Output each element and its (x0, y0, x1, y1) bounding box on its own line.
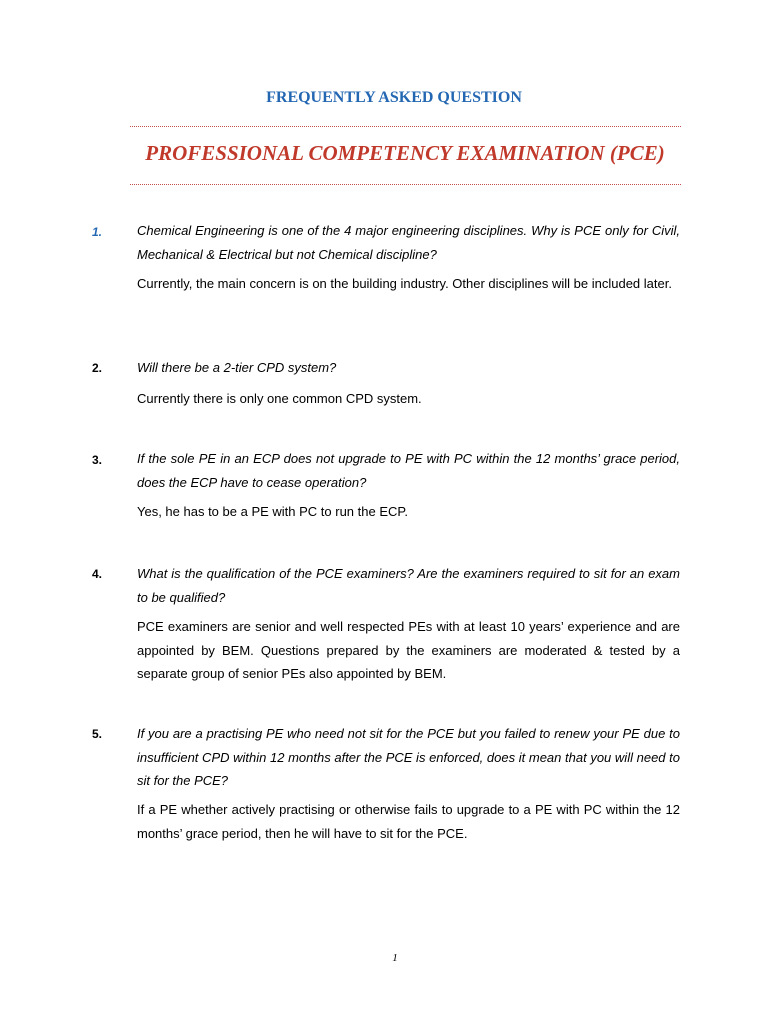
faq-number: 3. (92, 453, 103, 467)
faq-answer: Currently there is only one common CPD system. (137, 391, 422, 406)
faq-number: 4. (92, 567, 103, 581)
faq-question: If the sole PE in an ECP does not upgrade to PE with PC within the 12 months’ grace period, does the ECP have to cease operation? (137, 451, 680, 490)
faq-answer: PCE examiners are senior and well respected PEs with at least 10 years’ experience and are appointed by BEM. Questions prepared by the examiners are moderated & tested by a separate group of senior PEs also appointed by BEM. (137, 619, 680, 681)
faq-answer: Yes, he has to be a PE with PC to run the ECP. (137, 504, 409, 519)
document-subtitle: PROFESSIONAL COMPETENCY EXAMINATION (PCE) (145, 141, 665, 165)
faq-number: 5. (92, 727, 103, 741)
faq-answer: Currently, the main concern is on the building industry. Other disciplines will be included later. (137, 276, 672, 291)
document-title: FREQUENTLY ASKED QUESTION (266, 89, 522, 106)
faq-number: 1. (92, 225, 103, 239)
faq-number: 2. (92, 361, 103, 375)
title-divider-bottom (130, 184, 681, 185)
faq-question: Will there be a 2-tier CPD system? (137, 360, 337, 375)
faq-question: If you are a practising PE who need not sit for the PCE but you failed to renew your PE due to insufficient CPD within 12 months after the PCE is enforced, does it mean that you will need to sit for the PCE? (137, 726, 680, 788)
page-number: 1 (392, 952, 398, 964)
faq-question: Chemical Engineering is one of the 4 major engineering disciplines. Why is PCE only for Civil, Mechanical & Electrical but not Chemical discipline? (137, 223, 680, 262)
title-divider-top (130, 126, 681, 127)
faq-answer: If a PE whether actively practising or otherwise fails to upgrade to a PE with PC within the 12 months’ grace period, then he will have to sit for the PCE. (137, 802, 680, 841)
faq-question: What is the qualification of the PCE examiners? Are the examiners required to sit for an exam to be qualified? (137, 566, 680, 605)
